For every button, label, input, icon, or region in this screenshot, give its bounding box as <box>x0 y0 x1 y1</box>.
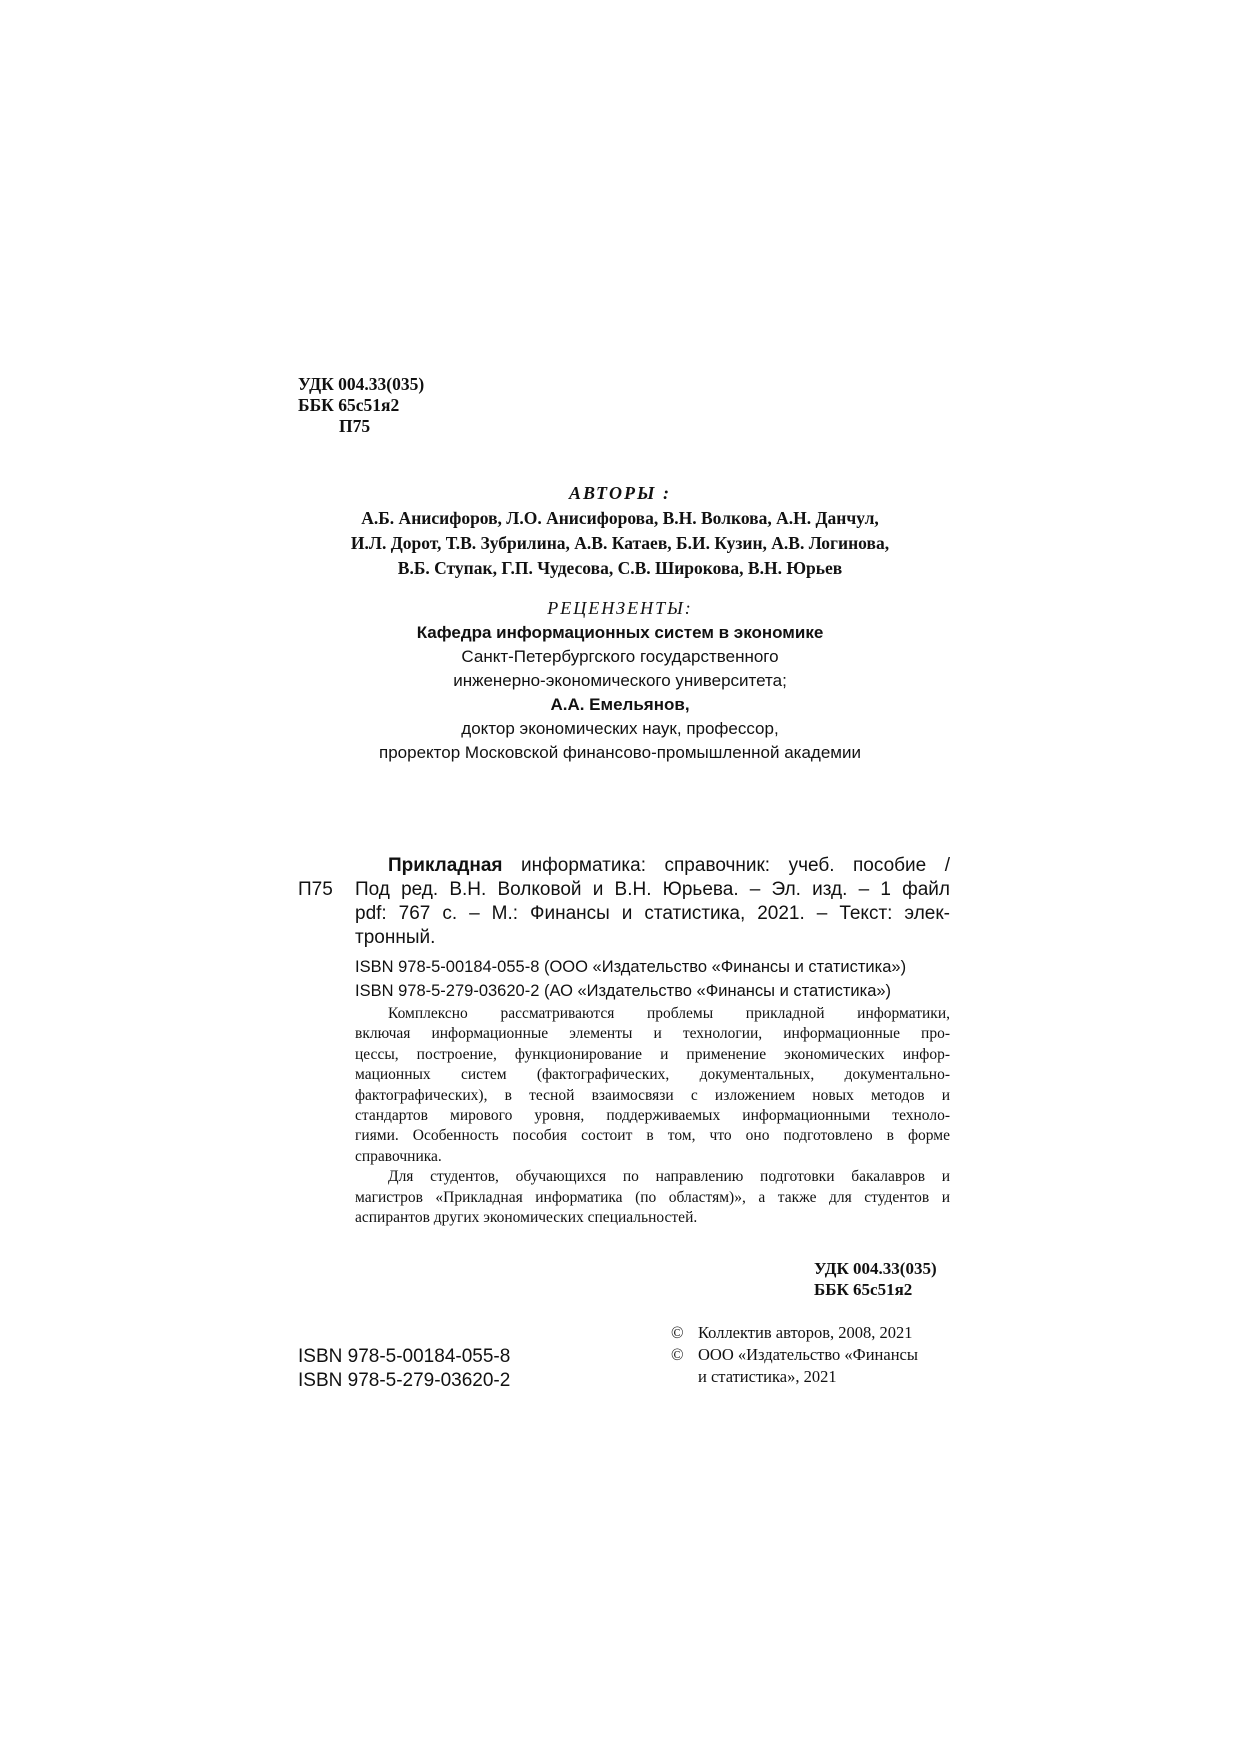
authors-heading: АВТОРЫ : <box>569 483 671 503</box>
copyright-row <box>671 1322 918 1344</box>
bib-title-rest: информатика: справочник: учеб. пособие / <box>502 855 950 876</box>
bib-isbn: ISBN 978-5-00184-055-8 (ООО «Издательство «Финансы и статистика») <box>355 958 907 976</box>
bib-isbn: ISBN 978-5-279-03620-2 (АО «Издательство «Финансы и статистика») <box>355 982 892 1000</box>
abstract-line: мационных систем (фактографических, документальных, документально- <box>355 1066 950 1084</box>
bbk-code: ББК 65с51я2 <box>814 1280 913 1299</box>
abstract-line: Комплексно рассматриваются проблемы прикладной информатики, <box>388 1005 950 1022</box>
author-mark: П75 <box>339 416 371 436</box>
abstract-line: аспирантов других экономических специальностей. <box>355 1208 698 1226</box>
bib-line: тронный. <box>355 927 436 948</box>
abstract-line: магистров «Прикладная информатика (по областям)», а также для студентов и <box>355 1188 950 1206</box>
abstract-line: гиями. Особенность пособия состоит в том, что оно подготовлено в форме <box>355 1127 950 1145</box>
bib-author-mark: П75 <box>298 879 333 900</box>
authors-line: В.Б. Ступак, Г.П. Чудесова, С.В. Широкова, В.Н. Юрьев <box>397 558 843 578</box>
copyright-text: ООО «Издательство «Финансы <box>698 1345 918 1364</box>
abstract-line: фактографических), в тесной взаимосвязи с изложением новых методов и <box>355 1086 950 1104</box>
bib-line <box>355 854 950 878</box>
udk-code: УДК 004.33(035) <box>814 1259 937 1278</box>
reviewer-person-name: А.А. Емельянов, <box>550 695 690 714</box>
reviewer-person-line: доктор экономических наук, профессор, <box>461 719 779 738</box>
isbn-number: ISBN 978-5-00184-055-8 <box>298 1346 511 1367</box>
copyright-block <box>671 1322 918 1388</box>
copyright-text: и статистика», 2021 <box>698 1367 837 1386</box>
authors-line: А.Б. Анисифоров, Л.О. Анисифорова, В.Н. Волкова, А.Н. Данчул, <box>361 508 879 528</box>
abstract-line: Для студентов, обучающихся по направлению подготовки бакалавров и <box>388 1168 950 1186</box>
reviewers-heading: РЕЦЕНЗЕНТЫ: <box>547 598 693 618</box>
isbn-block <box>298 1345 510 1393</box>
bbk-code: ББК 65с51я2 <box>298 395 400 415</box>
reviewer-org-line: инженерно-экономического университета; <box>453 671 787 690</box>
bib-line: pdf: 767 с. – М.: Финансы и статистика, 2021. – Текст: элек- <box>355 903 950 924</box>
reviewer-person-line: проректор Московской финансово-промышленной академии <box>379 743 861 762</box>
abstract-line: справочника. <box>355 1147 442 1165</box>
abstract <box>355 1004 950 1228</box>
abstract-line: цессы, построение, функционирование и применение экономических инфор- <box>355 1045 950 1063</box>
copyright-text: Коллектив авторов, 2008, 2021 <box>698 1323 913 1342</box>
classification-repeat <box>814 1258 937 1300</box>
isbn-number: ISBN 978-5-279-03620-2 <box>298 1370 511 1391</box>
abstract-line: стандартов мирового уровня, поддерживаемых информационными техноло- <box>355 1106 950 1124</box>
authors-list <box>280 506 960 581</box>
copyright-icon: © <box>671 1345 684 1364</box>
udk-code: УДК 004.33(035) <box>298 374 425 394</box>
abstract-line: включая информационные элементы и технологии, информационные про- <box>355 1025 950 1043</box>
bib-record <box>355 854 950 950</box>
reviewer-org-name: Кафедра информационных систем в экономике <box>416 623 824 642</box>
bib-line: Под ред. В.Н. Волковой и В.Н. Юрьева. – Эл. изд. – 1 файл <box>355 879 950 900</box>
reviewers-block <box>280 621 960 765</box>
reviewer-org-line: Санкт-Петербургского государственного <box>461 647 779 666</box>
bib-isbn-list <box>355 955 906 1003</box>
authors-line: И.Л. Дорот, Т.В. Зубрилина, А.В. Катаев, Б.И. Кузин, А.В. Логинова, <box>350 533 890 553</box>
copyright-icon: © <box>671 1323 684 1342</box>
copyright-row <box>671 1344 918 1366</box>
bib-title: Прикладная <box>388 855 503 876</box>
classification-block <box>298 374 424 437</box>
